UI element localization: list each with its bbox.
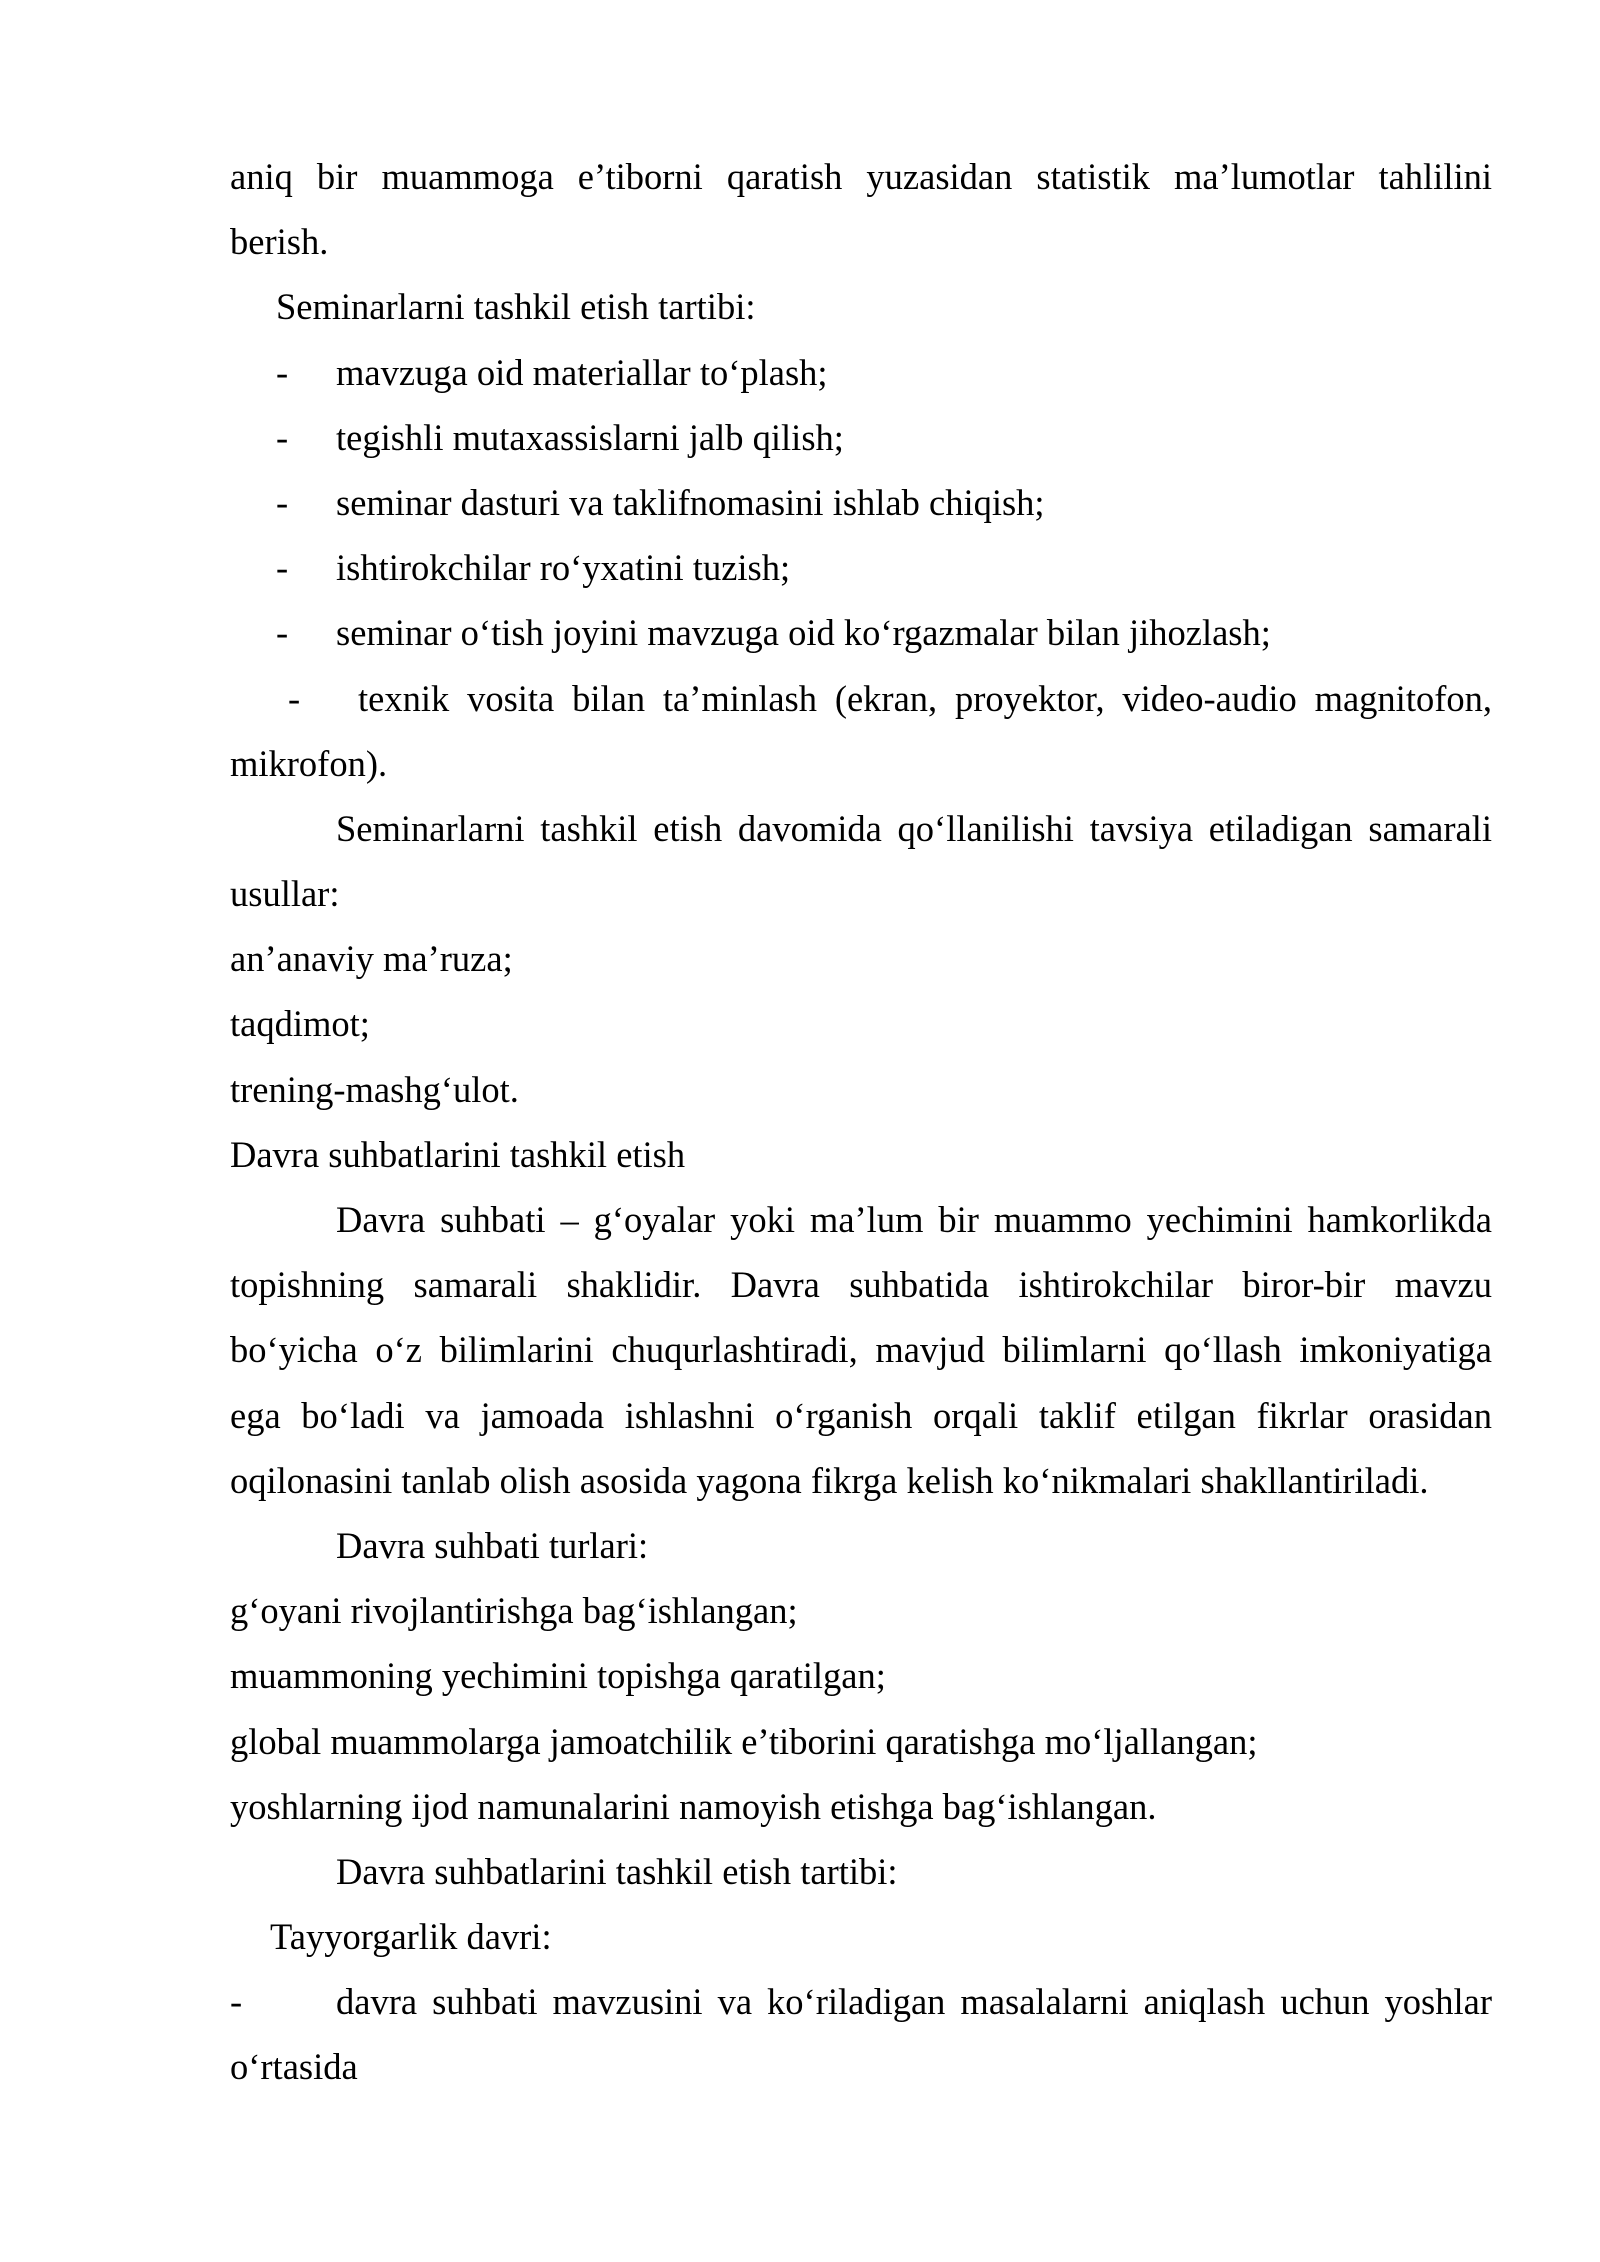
list-dash: - <box>288 677 301 719</box>
list-dash: - <box>276 547 289 589</box>
section-heading: Davra suhbatlarini tashkil etish <box>230 1133 686 1175</box>
list-item-text: texnik vosita bilan ta’minlash (ekran, proyektor, video-audio magnitofon, <box>358 677 1492 719</box>
paragraph-line: mikrofon). <box>230 742 388 784</box>
list-item-text: seminar dasturi va taklifnomasini ishlab chiqish; <box>336 481 1045 523</box>
list-item <box>230 600 1492 665</box>
section-heading: Tayyorgarlik davri: <box>270 1916 552 1958</box>
section-heading: Seminarlarni tashkil etish tartibi: <box>276 286 756 328</box>
list-dash: - <box>230 1981 243 2023</box>
list-item: an’anaviy ma’ruza; <box>230 938 513 980</box>
list-item <box>230 405 1492 470</box>
list-item: g‘oyani rivojlantirishga bag‘ishlangan; <box>230 1590 798 1632</box>
list-item-text: tegishli mutaxassislarni jalb qilish; <box>336 416 844 458</box>
paragraph-line: aniq bir muammoga e’tiborni qaratish yuzasidan statistik ma’lumotlar tahlilini <box>230 156 1492 197</box>
paragraph-line: Seminarlarni tashkil etish davomida qo‘llanilishi tavsiya etiladigan samarali <box>336 807 1492 849</box>
list-item <box>230 1969 1492 2034</box>
paragraph-line: Davra suhbati – g‘oyalar yoki ma’lum bir muammo yechimini hamkorlikda <box>336 1199 1492 1240</box>
list-item-text: ishtirokchilar ro‘yxatini tuzish; <box>336 547 791 589</box>
paragraph-line: berish. <box>230 221 329 263</box>
section-heading: Davra suhbati turlari: <box>336 1524 649 1566</box>
section-heading: Davra suhbatlarini tashkil etish tartibi: <box>336 1850 898 1892</box>
paragraph-line: bo‘yicha o‘z bilimlarini chuqurlashtiradi, mavjud bilimlarni qo‘llash imkoniyatiga <box>230 1329 1492 1371</box>
list-item <box>230 470 1492 535</box>
list-dash: - <box>276 416 289 458</box>
list-item: yoshlarning ijod namunalarini namoyish etishga bag‘ishlangan. <box>230 1785 1157 1827</box>
paragraph-line: usullar: <box>230 873 340 915</box>
list-item-text: davra suhbati mavzusini va ko‘riladigan masalalarni aniqlash uchun yoshlar <box>336 1981 1492 2023</box>
document-body <box>230 144 1492 2100</box>
paragraph-line: topishning samarali shaklidir. Davra suhbatida ishtirokchilar biror-bir mavzu <box>230 1264 1492 1306</box>
list-item <box>230 666 1492 731</box>
list-dash: - <box>276 351 289 393</box>
list-dash: - <box>276 612 289 654</box>
paragraph-line: oqilonasini tanlab olish asosida yagona fikrga kelish ko‘nikmalari shakllantiriladi. <box>230 1459 1429 1501</box>
list-item: taqdimot; <box>230 1003 370 1045</box>
list-item <box>230 535 1492 600</box>
list-item: trening-mashg‘ulot. <box>230 1068 519 1110</box>
list-item-text: mavzuga oid materiallar to‘plash; <box>336 351 828 393</box>
list-item: muammoning yechimini topishga qaratilgan; <box>230 1655 886 1697</box>
list-item <box>230 340 1492 405</box>
list-item-text: seminar o‘tish joyini mavzuga oid ko‘rgazmalar bilan jihozlash; <box>336 612 1271 654</box>
list-dash: - <box>276 481 289 523</box>
list-item: global muammolarga jamoatchilik e’tiborini qaratishga mo‘ljallangan; <box>230 1720 1258 1762</box>
paragraph-line: ega bo‘ladi va jamoada ishlashni o‘rganish orqali taklif etilgan fikrlar orasidan <box>230 1394 1492 1436</box>
paragraph-line: o‘rtasida <box>230 2046 358 2088</box>
